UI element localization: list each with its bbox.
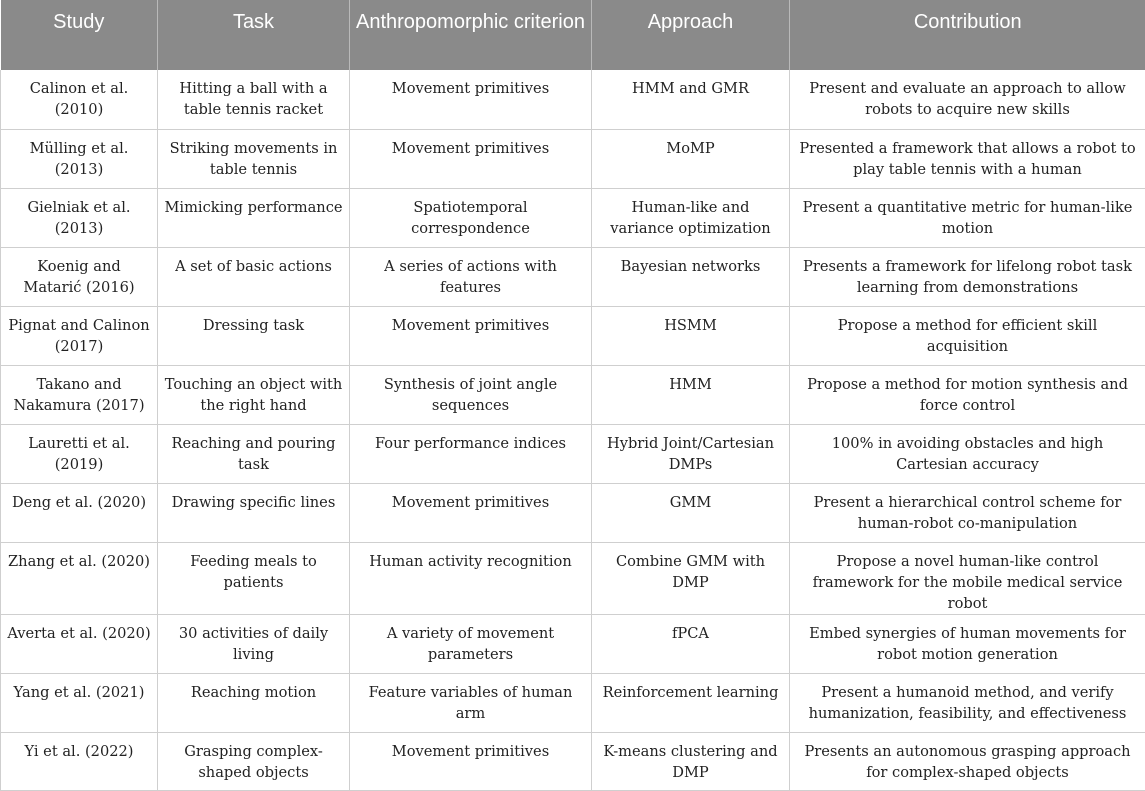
table-row bbox=[1, 365, 1145, 424]
cell-contribution: Presented a framework that allows a robot to play table tennis with a human bbox=[790, 129, 1145, 188]
table-row bbox=[1, 129, 1145, 188]
table-row bbox=[1, 247, 1145, 306]
cell-task: Reaching motion bbox=[158, 673, 350, 732]
header-contribution: Contribution bbox=[790, 0, 1145, 70]
cell-approach: Human-like and variance optimization bbox=[592, 188, 790, 247]
cell-criterion: A variety of movement parameters bbox=[350, 614, 592, 673]
table-row bbox=[1, 70, 1145, 129]
header-criterion: Anthropomorphic criterion bbox=[350, 0, 592, 70]
table-row bbox=[1, 306, 1145, 365]
table-row bbox=[1, 673, 1145, 732]
cell-approach: HMM and GMR bbox=[592, 70, 790, 129]
cell-study: Pignat and Calinon (2017) bbox=[1, 306, 158, 365]
cell-contribution: Propose a method for motion synthesis and force control bbox=[790, 365, 1145, 424]
header-study: Study bbox=[1, 0, 158, 70]
cell-contribution: Propose a novel human-like control framework for the mobile medical service robot bbox=[790, 542, 1145, 614]
cell-study: Yi et al. (2022) bbox=[1, 732, 158, 790]
cell-study: Takano and Nakamura (2017) bbox=[1, 365, 158, 424]
cell-contribution: Embed synergies of human movements for robot motion generation bbox=[790, 614, 1145, 673]
cell-task: Reaching and pouring task bbox=[158, 424, 350, 483]
cell-study: Yang et al. (2021) bbox=[1, 673, 158, 732]
cell-task: Feeding meals to patients bbox=[158, 542, 350, 614]
cell-study: Mülling et al. (2013) bbox=[1, 129, 158, 188]
table-row bbox=[1, 732, 1145, 790]
cell-task: Striking movements in table tennis bbox=[158, 129, 350, 188]
cell-approach: fPCA bbox=[592, 614, 790, 673]
cell-task: Touching an object with the right hand bbox=[158, 365, 350, 424]
cell-task: Hitting a ball with a table tennis racket bbox=[158, 70, 350, 129]
table-row bbox=[1, 542, 1145, 614]
cell-criterion: Human activity recognition bbox=[350, 542, 592, 614]
cell-contribution: Presents a framework for lifelong robot task learning from demonstrations bbox=[790, 247, 1145, 306]
cell-study: Deng et al. (2020) bbox=[1, 483, 158, 542]
cell-study: Gielniak et al. (2013) bbox=[1, 188, 158, 247]
cell-criterion: Four performance indices bbox=[350, 424, 592, 483]
cell-contribution: Presents an autonomous grasping approach for complex-shaped objects bbox=[790, 732, 1145, 790]
cell-approach: Hybrid Joint/Cartesian DMPs bbox=[592, 424, 790, 483]
cell-criterion: Synthesis of joint angle sequences bbox=[350, 365, 592, 424]
cell-approach: Combine GMM with DMP bbox=[592, 542, 790, 614]
cell-contribution: Present and evaluate an approach to allow robots to acquire new skills bbox=[790, 70, 1145, 129]
cell-approach: HSMM bbox=[592, 306, 790, 365]
cell-task: A set of basic actions bbox=[158, 247, 350, 306]
cell-task: Drawing specific lines bbox=[158, 483, 350, 542]
cell-study: Lauretti et al. (2019) bbox=[1, 424, 158, 483]
table-row bbox=[1, 483, 1145, 542]
table-header bbox=[1, 0, 1145, 70]
cell-criterion: Movement primitives bbox=[350, 306, 592, 365]
cell-approach: K-means clustering and DMP bbox=[592, 732, 790, 790]
cell-task: Mimicking performance bbox=[158, 188, 350, 247]
table-body bbox=[1, 70, 1145, 790]
cell-criterion: Movement primitives bbox=[350, 70, 592, 129]
cell-task: Grasping complex-shaped objects bbox=[158, 732, 350, 790]
cell-criterion: Feature variables of human arm bbox=[350, 673, 592, 732]
cell-task: Dressing task bbox=[158, 306, 350, 365]
cell-study: Koenig and Matarić (2016) bbox=[1, 247, 158, 306]
cell-task: 30 activities of daily living bbox=[158, 614, 350, 673]
cell-contribution: 100% in avoiding obstacles and high Cartesian accuracy bbox=[790, 424, 1145, 483]
header-approach: Approach bbox=[592, 0, 790, 70]
cell-criterion: Spatiotemporal correspondence bbox=[350, 188, 592, 247]
cell-contribution: Present a hierarchical control scheme for human-robot co-manipulation bbox=[790, 483, 1145, 542]
cell-criterion: Movement primitives bbox=[350, 129, 592, 188]
table-row bbox=[1, 614, 1145, 673]
cell-criterion: Movement primitives bbox=[350, 732, 592, 790]
cell-criterion: Movement primitives bbox=[350, 483, 592, 542]
cell-contribution: Propose a method for efficient skill acquisition bbox=[790, 306, 1145, 365]
cell-approach: Reinforcement learning bbox=[592, 673, 790, 732]
cell-study: Calinon et al. (2010) bbox=[1, 70, 158, 129]
cell-approach: HMM bbox=[592, 365, 790, 424]
cell-contribution: Present a quantitative metric for human-like motion bbox=[790, 188, 1145, 247]
cell-study: Averta et al. (2020) bbox=[1, 614, 158, 673]
table-row bbox=[1, 188, 1145, 247]
cell-approach: Bayesian networks bbox=[592, 247, 790, 306]
cell-approach: MoMP bbox=[592, 129, 790, 188]
cell-contribution: Present a humanoid method, and verify humanization, feasibility, and effectiveness bbox=[790, 673, 1145, 732]
table-row bbox=[1, 424, 1145, 483]
header-task: Task bbox=[158, 0, 350, 70]
cell-approach: GMM bbox=[592, 483, 790, 542]
cell-study: Zhang et al. (2020) bbox=[1, 542, 158, 614]
header-row bbox=[1, 0, 1145, 70]
cell-criterion: A series of actions with features bbox=[350, 247, 592, 306]
